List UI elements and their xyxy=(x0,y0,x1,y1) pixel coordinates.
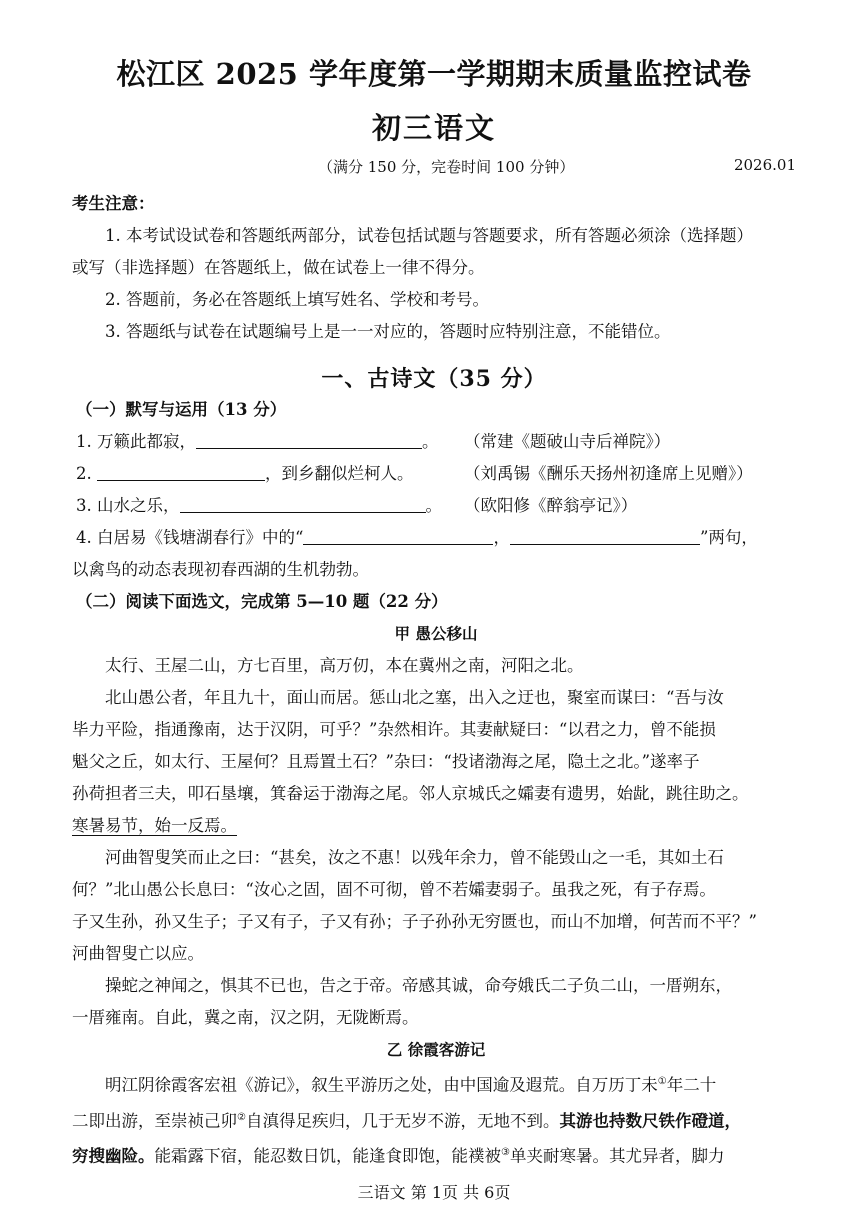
q1-source: （常建《题破山寺后禅院》） xyxy=(464,432,671,451)
passage-a-title: 甲 愚公移山 xyxy=(394,624,478,643)
passage-line: 太行、王屋二山，方七百里，高万仞，本在冀州之南，河阳之北。 xyxy=(105,656,584,675)
exam-subject: 初三语文 xyxy=(371,111,496,145)
notice-list xyxy=(72,220,800,348)
passage-line: 魁父之丘，如太行、王屋何？且焉置土石？”杂曰：“投诸渤海之尾，隐土之北。”遂率子 xyxy=(72,752,700,771)
q1-answer-blank[interactable] xyxy=(196,429,422,449)
passage-line: 操蛇之神闻之，惧其不已也，告之于帝。帝感其诚，命夸娥氏二子负二山，一厝朔东， xyxy=(105,976,732,995)
question-4: 4. 白居易《钱塘湖春行》中的“ ， ”两句， xyxy=(76,522,804,554)
q2-answer-blank[interactable] xyxy=(97,461,265,481)
footnote-marker: ① xyxy=(657,1076,667,1087)
bold-sentence: 穷搜幽险。 xyxy=(72,1146,155,1166)
part1 xyxy=(72,394,804,618)
passage-line: 何？”北山愚公长息曰：“汝心之固，固不可彻，曾不若孀妻弱子。虽我之死，有子存焉。 xyxy=(72,880,716,899)
exam-date: 2026.01 xyxy=(733,156,796,174)
q4-answer-blank-1[interactable] xyxy=(303,525,493,545)
passage-line: 一厝雍南。自此，冀之南，汉之阴，无陇断焉。 xyxy=(72,1008,419,1027)
q2-text: ，到乡翻似烂柯人。 xyxy=(265,464,414,483)
exam-score-time: （满分 150 分，完卷时间 100 分钟） xyxy=(318,158,575,176)
footnote-marker: ② xyxy=(237,1111,246,1123)
section-heading: 一、古诗文（35 分） xyxy=(321,366,547,392)
q1-text: 1. 万籁此都寂， xyxy=(76,432,196,451)
question-1: 1. 万籁此都寂， 。 （常建《题破山寺后禅院》） xyxy=(76,426,804,458)
passage-line: 二即出游，至崇祯己卯②自滇得足疾归，几于无岁不游，无地不到。其游也持数尺铁作磴道， xyxy=(72,1111,741,1130)
q4-line2: 以禽鸟的动态表现初春西湖的生机勃勃。 xyxy=(72,560,369,579)
passage-line: 河曲智叟笑而止之曰：“甚矣，汝之不惠！以残年余力，曾不能毁山之一毛，其如土石 xyxy=(105,848,724,867)
notice-item: 1. 本考试设试卷和答题纸两部分，试卷包括试题与答题要求，所有答题必须涂（选择题） xyxy=(105,226,753,245)
page-footer: 三语文 第 1页 共 6页 xyxy=(357,1183,511,1202)
q2-number: 2. xyxy=(76,464,92,483)
q3-source: （欧阳修《醉翁亭记》） xyxy=(464,496,638,515)
q2-source: （刘禹锡《酬乐天扬州初逢席上见赠》） xyxy=(464,464,753,483)
passage-b-title: 乙 徐霞客游记 xyxy=(386,1040,486,1059)
underlined-sentence: 寒暑易节，始一反焉。 xyxy=(72,816,237,835)
passage-line: 孙荷担者三夫，叩石垦壤，箕畚运于渤海之尾。邻人京城氏之孀妻有遗男，始龀，跳往助之。 xyxy=(72,784,749,803)
passage-a xyxy=(72,618,800,1034)
notice-item: 2. 答题前，务必在答题纸上填写姓名、学校和考号。 xyxy=(105,290,489,309)
exam-meta xyxy=(318,156,796,177)
notice-item: 3. 答题纸与试卷在试题编号上是一一对应的，答题时应特别注意，不能错位。 xyxy=(105,322,671,341)
bold-sentence: 其游也持数尺铁作磴道， xyxy=(559,1111,741,1130)
part1-heading: （一）默写与运用（13 分） xyxy=(76,400,287,419)
passage-line: 子又生孙，孙又生子；子又有子，子又有孙；子子孙孙无穷匮也，而山不加增，何苦而不平？” xyxy=(72,912,757,931)
notice-heading: 考生注意： xyxy=(72,194,155,213)
passage-line: 北山愚公者，年且九十，面山而居。惩山北之塞，出入之迂也，聚室而谋曰：“吾与汝 xyxy=(105,688,724,707)
passage-line: 穷搜幽险。能霜露下宿，能忍数日饥，能逢食即饱，能襆被③单夹耐寒暑。其尤异者，脚力 xyxy=(72,1146,725,1166)
question-2 xyxy=(76,458,804,490)
q4-answer-blank-2[interactable] xyxy=(510,525,700,545)
q3-text: 3. 山水之乐， xyxy=(76,496,180,515)
footnote-marker: ③ xyxy=(501,1147,510,1158)
question-3: 3. 山水之乐， 。 （欧阳修《醉翁亭记》） xyxy=(76,490,804,522)
passage-line: 河曲智叟亡以应。 xyxy=(72,944,204,963)
passage-line: 毕力平险，指通豫南，达于汉阴，可乎？”杂然相许。其妻献疑曰：“以君之力，曾不能损 xyxy=(72,720,716,739)
q4-text: 4. 白居易《钱塘湖春行》中的“ xyxy=(76,528,304,547)
part2-heading: （二）阅读下面选文，完成第 5—10 题（22 分） xyxy=(76,592,448,611)
q3-answer-blank[interactable] xyxy=(180,493,426,513)
exam-title: 松江区 2025 学年度第一学期期末质量监控试卷 xyxy=(116,57,752,91)
passage-b xyxy=(72,1034,800,1173)
notice-item: 或写（非选择题）在答题纸上，做在试卷上一律不得分。 xyxy=(72,258,485,277)
passage-line: 明江阴徐霞客宏祖《游记》，叙生平游历之处，由中国逾及遐荒。自万历丁未①年二十 xyxy=(105,1075,717,1095)
